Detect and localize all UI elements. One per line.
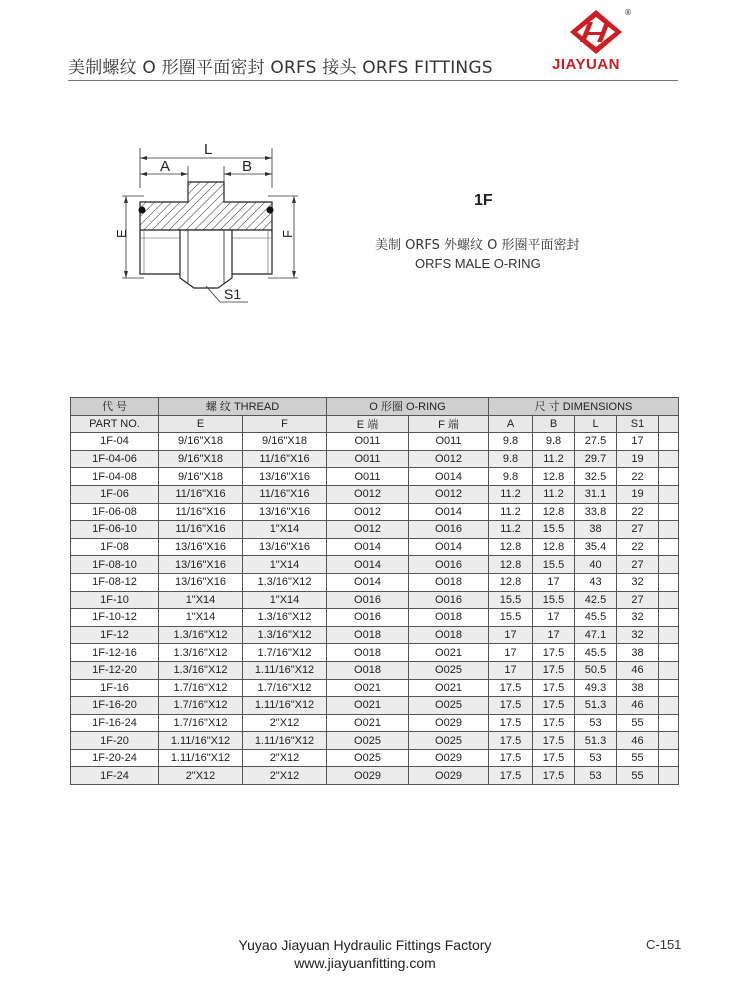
cell-thread-e: 9/16"X18 [159,433,243,451]
cell-oring-f: O025 [409,661,489,679]
cell-spare [659,609,679,627]
cell-spare [659,468,679,486]
cell-oring-e: O011 [327,468,409,486]
cell-spare [659,626,679,644]
cell-dim-s1: 46 [617,661,659,679]
cell-dim-l: 31.1 [575,485,617,503]
cell-dim-l: 50.5 [575,661,617,679]
table-row [71,485,679,503]
cell-dim-l: 53 [575,767,617,785]
col-header-spare [659,415,679,433]
cell-dim-a: 17.5 [489,732,533,750]
cell-spare [659,450,679,468]
cell-oring-e: O025 [327,749,409,767]
table-row [71,521,679,539]
cell-thread-e: 1.11/16"X12 [159,749,243,767]
cell-oring-e: O014 [327,573,409,591]
cell-oring-f: O021 [409,679,489,697]
cell-oring-e: O014 [327,538,409,556]
dimension-table [70,397,679,785]
cell-dim-s1: 38 [617,644,659,662]
table-row [71,767,679,785]
cell-spare [659,697,679,715]
cell-dim-a: 17.5 [489,714,533,732]
cell-dim-b: 15.5 [533,556,575,574]
cell-dim-b: 12.8 [533,468,575,486]
table-row [71,732,679,750]
cell-oring-e: O018 [327,661,409,679]
col-header-b: B [533,415,575,433]
cell-oring-f: O012 [409,485,489,503]
cell-oring-e: O011 [327,450,409,468]
cell-spare [659,644,679,662]
table-column-header-row [71,415,679,433]
cell-oring-f: O016 [409,556,489,574]
cell-dim-s1: 46 [617,697,659,715]
dim-e-label: E [114,229,129,238]
cell-thread-f: 1.3/16"X12 [243,626,327,644]
cell-dim-b: 17.5 [533,749,575,767]
cell-dim-s1: 27 [617,521,659,539]
cell-dim-s1: 22 [617,538,659,556]
cell-dim-l: 53 [575,714,617,732]
cell-dim-a: 17.5 [489,749,533,767]
cell-dim-a: 11.2 [489,521,533,539]
cell-thread-e: 1.7/16"X12 [159,697,243,715]
cell-dim-a: 17.5 [489,679,533,697]
cell-spare [659,433,679,451]
cell-dim-a: 9.8 [489,450,533,468]
cell-dim-l: 45.5 [575,644,617,662]
cell-part-no: 1F-08-12 [71,573,159,591]
cell-spare [659,714,679,732]
description-chinese: 美制 ORFS 外螺纹 O 形圈平面密封 [375,238,580,253]
cell-dim-s1: 46 [617,732,659,750]
table-row [71,679,679,697]
cell-dim-a: 9.8 [489,433,533,451]
cell-thread-e: 1.3/16"X12 [159,626,243,644]
cell-dim-a: 17.5 [489,767,533,785]
cell-dim-s1: 19 [617,450,659,468]
cell-dim-s1: 55 [617,749,659,767]
cell-thread-e: 1"X14 [159,609,243,627]
cell-oring-f: O014 [409,538,489,556]
description-english: ORFS MALE O-RING [415,256,541,271]
cell-oring-e: O012 [327,485,409,503]
table-row [71,538,679,556]
cell-thread-e: 1.3/16"X12 [159,644,243,662]
cell-oring-f: O014 [409,503,489,521]
cell-dim-s1: 17 [617,433,659,451]
dim-b-label: B [242,158,253,175]
cell-dim-b: 17.5 [533,767,575,785]
cell-dim-a: 11.2 [489,503,533,521]
registered-mark: ® [624,8,632,17]
table-row [71,503,679,521]
jiayuan-logo [560,8,632,56]
cell-dim-s1: 19 [617,485,659,503]
page-number: C-151 [646,937,682,952]
cell-thread-f: 1"X14 [243,591,327,609]
cell-thread-e: 9/16"X18 [159,450,243,468]
cell-dim-s1: 32 [617,573,659,591]
table-row [71,626,679,644]
dimensions-group-header: 尺 寸 DIMENSIONS [489,398,679,416]
cell-dim-b: 12.8 [533,503,575,521]
cell-oring-e: O016 [327,591,409,609]
cell-oring-f: O018 [409,626,489,644]
cell-thread-f: 2"X12 [243,714,327,732]
thread-group-header: 螺 纹 THREAD [159,398,327,416]
col-header-l: L [575,415,617,433]
cell-dim-b: 17.5 [533,697,575,715]
cell-part-no: 1F-12-20 [71,661,159,679]
cell-dim-b: 17 [533,573,575,591]
cell-dim-b: 9.8 [533,433,575,451]
cell-dim-s1: 22 [617,468,659,486]
cell-dim-s1: 32 [617,609,659,627]
cell-thread-f: 1.3/16"X12 [243,573,327,591]
cell-dim-a: 9.8 [489,468,533,486]
cell-dim-b: 17 [533,626,575,644]
header-divider [68,80,678,81]
table-row [71,573,679,591]
footer-company: Yuyao Jiayuan Hydraulic Fittings Factory [238,937,492,953]
cell-dim-b: 11.2 [533,485,575,503]
table-row [71,749,679,767]
cell-thread-e: 2"X12 [159,767,243,785]
dim-f-label: F [280,230,295,238]
cell-thread-f: 1.11/16"X12 [243,732,327,750]
cell-oring-f: O012 [409,450,489,468]
cell-dim-b: 17.5 [533,661,575,679]
col-header-a: A [489,415,533,433]
cell-dim-l: 40 [575,556,617,574]
cell-thread-f: 13/16"X16 [243,468,327,486]
col-header-oring-f: F 端 [409,415,489,433]
cell-spare [659,749,679,767]
cell-oring-e: O011 [327,433,409,451]
cell-dim-b: 17 [533,609,575,627]
cell-dim-l: 35.4 [575,538,617,556]
cell-oring-f: O029 [409,714,489,732]
cell-dim-l: 32.5 [575,468,617,486]
cell-dim-a: 12.8 [489,538,533,556]
cell-dim-l: 47.1 [575,626,617,644]
oring-group-header: O 形圈 O-RING [327,398,489,416]
cell-thread-e: 1.3/16"X12 [159,661,243,679]
cell-oring-e: O021 [327,679,409,697]
cell-dim-a: 17.5 [489,697,533,715]
cell-dim-s1: 27 [617,591,659,609]
col-header-thread-f: F [243,415,327,433]
table-row [71,591,679,609]
table-group-header-row [71,398,679,416]
cell-part-no: 1F-20-24 [71,749,159,767]
cell-part-no: 1F-12 [71,626,159,644]
cell-dim-l: 53 [575,749,617,767]
cell-thread-f: 11/16"X16 [243,450,327,468]
cell-dim-b: 15.5 [533,521,575,539]
cell-dim-s1: 55 [617,767,659,785]
table-row [71,697,679,715]
cell-oring-e: O025 [327,732,409,750]
cell-dim-l: 27.5 [575,433,617,451]
model-number: 1F [474,192,493,209]
cell-dim-a: 17 [489,661,533,679]
table-row [71,468,679,486]
table-row [71,714,679,732]
cell-dim-l: 43 [575,573,617,591]
cell-dim-l: 29.7 [575,450,617,468]
table-row [71,556,679,574]
code-group-header: 代 号 [71,398,159,416]
col-header-s1: S1 [617,415,659,433]
cell-thread-e: 13/16"X16 [159,556,243,574]
cell-thread-e: 9/16"X18 [159,468,243,486]
cell-thread-e: 11/16"X16 [159,503,243,521]
cell-thread-e: 13/16"X16 [159,538,243,556]
table-row [71,661,679,679]
fitting-drawing [108,138,318,318]
cell-dim-l: 51.3 [575,732,617,750]
cell-dim-a: 17 [489,644,533,662]
cell-part-no: 1F-06-08 [71,503,159,521]
cell-dim-l: 51.3 [575,697,617,715]
cell-oring-f: O018 [409,573,489,591]
cell-thread-f: 1"X14 [243,521,327,539]
cell-part-no: 1F-06 [71,485,159,503]
cell-dim-s1: 55 [617,714,659,732]
cell-thread-f: 9/16"X18 [243,433,327,451]
cell-part-no: 1F-04 [71,433,159,451]
cell-dim-b: 17.5 [533,644,575,662]
cell-part-no: 1F-16-24 [71,714,159,732]
cell-spare [659,538,679,556]
cell-oring-e: O021 [327,714,409,732]
cell-spare [659,732,679,750]
cell-part-no: 1F-12-16 [71,644,159,662]
cell-thread-e: 11/16"X16 [159,485,243,503]
cell-thread-f: 2"X12 [243,767,327,785]
cell-dim-a: 12.8 [489,556,533,574]
table-row [71,433,679,451]
table-row [71,450,679,468]
footer-website[interactable]: www.jiayuanfitting.com [294,955,436,971]
cell-spare [659,679,679,697]
cell-part-no: 1F-16-20 [71,697,159,715]
cell-thread-f: 1.3/16"X12 [243,609,327,627]
cell-thread-f: 1"X14 [243,556,327,574]
cell-part-no: 1F-06-10 [71,521,159,539]
cell-spare [659,573,679,591]
cell-dim-s1: 38 [617,679,659,697]
cell-dim-s1: 22 [617,503,659,521]
cell-dim-l: 49.3 [575,679,617,697]
cell-dim-a: 11.2 [489,485,533,503]
cell-thread-f: 11/16"X16 [243,485,327,503]
cell-oring-f: O021 [409,644,489,662]
dim-a-label: A [160,158,171,175]
brand-name: JIAYUAN [552,56,620,73]
cell-spare [659,503,679,521]
cell-part-no: 1F-08-10 [71,556,159,574]
cell-oring-f: O014 [409,468,489,486]
col-header-oring-e: E 端 [327,415,409,433]
cell-part-no: 1F-08 [71,538,159,556]
cell-dim-s1: 27 [617,556,659,574]
cell-dim-s1: 32 [617,626,659,644]
cell-dim-l: 38 [575,521,617,539]
cell-dim-b: 17.5 [533,714,575,732]
cell-thread-f: 2"X12 [243,749,327,767]
cell-part-no: 1F-16 [71,679,159,697]
cell-part-no: 1F-20 [71,732,159,750]
dim-l-label: L [204,141,213,158]
cell-thread-f: 1.11/16"X12 [243,661,327,679]
cell-dim-a: 12.8 [489,573,533,591]
cell-oring-e: O018 [327,626,409,644]
cell-oring-e: O014 [327,556,409,574]
cell-part-no: 1F-10-12 [71,609,159,627]
cell-dim-b: 11.2 [533,450,575,468]
cell-oring-f: O016 [409,521,489,539]
cell-oring-f: O025 [409,732,489,750]
cell-oring-e: O016 [327,609,409,627]
cell-oring-f: O025 [409,697,489,715]
cell-dim-l: 33.8 [575,503,617,521]
dim-s1-label: S1 [224,286,242,302]
table-row [71,644,679,662]
cell-thread-e: 1.7/16"X12 [159,714,243,732]
cell-thread-f: 1.7/16"X12 [243,679,327,697]
cell-oring-f: O018 [409,609,489,627]
cell-dim-b: 17.5 [533,679,575,697]
cell-dim-a: 15.5 [489,591,533,609]
cell-thread-e: 1"X14 [159,591,243,609]
cell-oring-f: O011 [409,433,489,451]
cell-spare [659,556,679,574]
cell-thread-f: 1.11/16"X12 [243,697,327,715]
cell-oring-e: O012 [327,521,409,539]
cell-spare [659,767,679,785]
cell-thread-f: 13/16"X16 [243,503,327,521]
cell-oring-f: O029 [409,749,489,767]
table-row [71,609,679,627]
col-header-thread-e: E [159,415,243,433]
col-header-part-no: PART NO. [71,415,159,433]
cell-thread-e: 1.11/16"X12 [159,732,243,750]
cell-oring-e: O021 [327,697,409,715]
cell-thread-f: 1.7/16"X12 [243,644,327,662]
cell-thread-e: 1.7/16"X12 [159,679,243,697]
cell-dim-b: 12.8 [533,538,575,556]
cell-oring-e: O012 [327,503,409,521]
cell-thread-f: 13/16"X16 [243,538,327,556]
cell-spare [659,521,679,539]
cell-spare [659,591,679,609]
cell-dim-b: 15.5 [533,591,575,609]
cell-dim-b: 17.5 [533,732,575,750]
cell-part-no: 1F-04-08 [71,468,159,486]
cell-part-no: 1F-04-06 [71,450,159,468]
cell-dim-l: 42.5 [575,591,617,609]
cell-oring-f: O029 [409,767,489,785]
cell-oring-f: O016 [409,591,489,609]
cell-part-no: 1F-24 [71,767,159,785]
page-title: 美制螺纹 O 形圈平面密封 ORFS 接头 ORFS FITTINGS [68,58,493,78]
cell-spare [659,661,679,679]
cell-dim-a: 15.5 [489,609,533,627]
cell-oring-e: O029 [327,767,409,785]
cell-spare [659,485,679,503]
cell-part-no: 1F-10 [71,591,159,609]
cell-oring-e: O018 [327,644,409,662]
cell-thread-e: 11/16"X16 [159,521,243,539]
cell-thread-e: 13/16"X16 [159,573,243,591]
cell-dim-l: 45.5 [575,609,617,627]
cell-dim-a: 17 [489,626,533,644]
